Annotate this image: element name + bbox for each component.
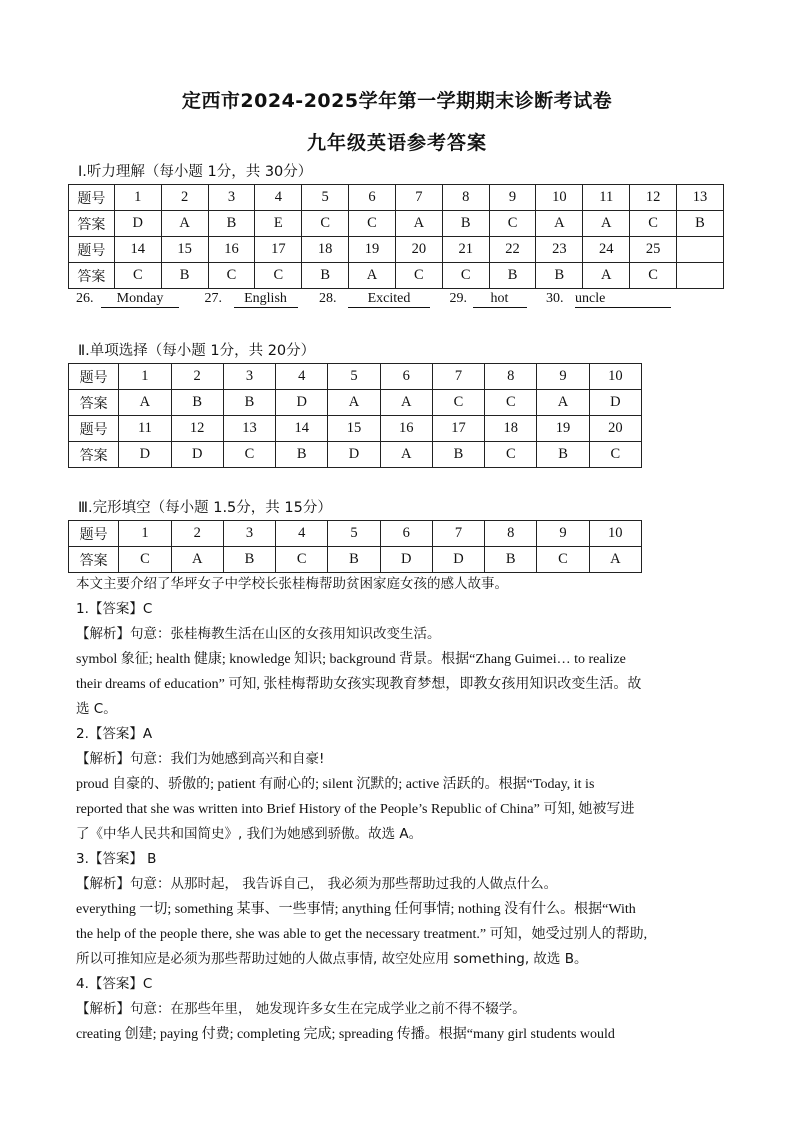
explanation-line: reported that she was written into Brief History of the People’s Republic of China” 可知, 她被写进 [76, 802, 635, 817]
answer-cell: C [255, 263, 302, 289]
question-number [676, 237, 723, 263]
question-number: 10 [589, 521, 641, 547]
page-subtitle: 九年级英语参考答案 [306, 132, 487, 154]
answer-cell: D [276, 390, 328, 416]
section2-answer-table [68, 363, 642, 468]
answer-cell: C [489, 211, 536, 237]
answer-cell: B [432, 442, 484, 468]
answer-cell: D [328, 442, 380, 468]
question-number: 11 [583, 185, 630, 211]
question-number: 19 [537, 416, 589, 442]
answer-cell: A [161, 211, 208, 237]
answer-cell: D [119, 442, 171, 468]
explanation-line: 【解析】句意：在那些年里， 她发现许多女生在完成学业之前不得不辍学。 [76, 1001, 526, 1017]
answer-cell: A [328, 390, 380, 416]
question-number: 14 [276, 416, 328, 442]
question-number: 5 [302, 185, 349, 211]
question-number: 17 [255, 237, 302, 263]
table-row [69, 521, 642, 547]
question-number: 2 [161, 185, 208, 211]
answer-line: 4.【答案】C [76, 976, 153, 992]
explanation-line: the help of the people there, she was able to get the necessary treatment.” 可知，她受过别人的帮助, [76, 927, 648, 942]
explanation-line: 了《中华人民共和国简史》, 我们为她感到骄傲。故选 A。 [76, 826, 423, 842]
question-number: 4 [255, 185, 302, 211]
row-label: 题号 [69, 521, 119, 547]
explanation-line: symbol 象征; health 健康; knowledge 知识; background 背景。根据“Zhang Guimei… to realize [76, 652, 626, 667]
answer-cell: B [536, 263, 583, 289]
section3-heading: Ⅲ.完形填空（每小题 1.5分，共 15分） [78, 500, 332, 516]
answer-cell: B [489, 263, 536, 289]
row-label: 答案 [69, 442, 119, 468]
question-number: 7 [432, 364, 484, 390]
question-number: 6 [349, 185, 396, 211]
answer-cell: B [161, 263, 208, 289]
answer-cell: B [223, 390, 275, 416]
table-row [69, 390, 642, 416]
answer-cell: D [432, 547, 484, 573]
row-label: 题号 [69, 364, 119, 390]
answer-cell: A [583, 263, 630, 289]
question-number: 20 [395, 237, 442, 263]
explanation-line: everything 一切; something 某事、一些事情; anything 任何事情; nothing 没有什么。根据“With [76, 902, 636, 917]
question-number: 2 [171, 521, 223, 547]
answer-cell: D [171, 442, 223, 468]
answer-cell: B [171, 390, 223, 416]
table-row [69, 211, 724, 237]
analysis-text [76, 572, 726, 1047]
answer-cell: A [583, 211, 630, 237]
answer-cell: C [485, 442, 537, 468]
fill-answer: uncle [575, 291, 671, 308]
answer-cell: A [119, 390, 171, 416]
row-label: 题号 [69, 237, 115, 263]
answer-line: 3.【答案】 B [76, 851, 157, 867]
section2-heading: Ⅱ.单项选择（每小题 1分，共 20分） [78, 343, 316, 359]
answer-cell: B [485, 547, 537, 573]
question-number: 1 [119, 364, 171, 390]
answer-cell: C [395, 263, 442, 289]
answer-cell: C [537, 547, 589, 573]
answer-cell: C [349, 211, 396, 237]
table-row [69, 442, 642, 468]
answer-cell: E [255, 211, 302, 237]
answer-cell: D [589, 390, 641, 416]
answer-cell: B [676, 211, 723, 237]
row-label: 题号 [69, 416, 119, 442]
question-number: 2 [171, 364, 223, 390]
answer-cell: B [302, 263, 349, 289]
question-number: 15 [328, 416, 380, 442]
question-number: 5 [328, 364, 380, 390]
answer-cell: C [114, 263, 161, 289]
question-number: 4 [276, 521, 328, 547]
row-label: 题号 [69, 185, 115, 211]
question-number: 8 [485, 364, 537, 390]
question-number: 1 [119, 521, 171, 547]
question-number: 11 [119, 416, 171, 442]
explanation-line: 【解析】句意：从那时起， 我告诉自己， 我必须为那些帮助过我的人做点什么。 [76, 876, 558, 892]
answer-cell: B [328, 547, 380, 573]
question-number: 13 [223, 416, 275, 442]
question-number: 15 [161, 237, 208, 263]
table-row [69, 237, 724, 263]
explanation-line: 【解析】句意：张桂梅教生活在山区的女孩用知识改变生活。 [76, 626, 441, 642]
answer-cell: A [395, 211, 442, 237]
answer-cell: C [485, 390, 537, 416]
question-number: 23 [536, 237, 583, 263]
answer-cell: C [432, 390, 484, 416]
fill-number: 27. [204, 291, 222, 306]
row-label: 答案 [69, 211, 115, 237]
question-number: 10 [589, 364, 641, 390]
question-number: 7 [432, 521, 484, 547]
page-title: 定西市2024-2025学年第一学期期末诊断考试卷 [181, 90, 613, 112]
question-number: 13 [676, 185, 723, 211]
answer-cell: C [630, 263, 677, 289]
question-number: 20 [589, 416, 641, 442]
table-row [69, 547, 642, 573]
answer-cell: C [442, 263, 489, 289]
answer-cell: C [589, 442, 641, 468]
question-number: 12 [171, 416, 223, 442]
explanation-line: 所以可推知应是必须为那些帮助过她的人做点事情, 故空处应用 something, 故选 B。 [76, 951, 588, 967]
question-number: 5 [328, 521, 380, 547]
explanation-line: proud 自豪的、骄傲的; patient 有耐心的; silent 沉默的; active 活跃的。根据“Today, it is [76, 777, 595, 792]
question-number: 10 [536, 185, 583, 211]
answer-cell: C [302, 211, 349, 237]
question-number: 6 [380, 521, 432, 547]
answer-cell: A [171, 547, 223, 573]
fill-answer: Excited [348, 291, 430, 308]
answer-cell: A [349, 263, 396, 289]
table-row [69, 364, 642, 390]
explanation-line: 选 C。 [76, 701, 117, 717]
question-number: 8 [485, 521, 537, 547]
row-label: 答案 [69, 547, 119, 573]
question-number: 16 [380, 416, 432, 442]
question-number: 24 [583, 237, 630, 263]
row-label: 答案 [69, 263, 115, 289]
answer-cell: D [380, 547, 432, 573]
question-number: 9 [537, 364, 589, 390]
table-row [69, 263, 724, 289]
fill-number: 28. [319, 291, 337, 306]
answer-cell: B [223, 547, 275, 573]
answer-cell: B [208, 211, 255, 237]
question-number: 4 [276, 364, 328, 390]
question-number: 3 [208, 185, 255, 211]
table-row [69, 185, 724, 211]
question-number: 18 [485, 416, 537, 442]
answer-cell: A [537, 390, 589, 416]
question-number: 22 [489, 237, 536, 263]
section1-heading: Ⅰ.听力理解（每小题 1分，共 30分） [78, 164, 313, 180]
question-number: 6 [380, 364, 432, 390]
answer-cell: B [276, 442, 328, 468]
answer-cell: C [630, 211, 677, 237]
question-number: 3 [223, 521, 275, 547]
question-number: 25 [630, 237, 677, 263]
question-number: 8 [442, 185, 489, 211]
question-number: 9 [489, 185, 536, 211]
question-number: 7 [395, 185, 442, 211]
question-number: 1 [114, 185, 161, 211]
answer-cell: C [223, 442, 275, 468]
explanation-line: their dreams of education” 可知, 张桂梅帮助女孩实现教育梦想，即教女孩用知识改变生活。故 [76, 677, 642, 692]
answer-line: 1.【答案】C [76, 601, 153, 617]
question-number: 12 [630, 185, 677, 211]
summary-line: 本文主要介绍了华坪女子中学校长张桂梅帮助贫困家庭女孩的感人故事。 [76, 576, 508, 592]
question-number: 19 [349, 237, 396, 263]
fill-answer: Monday [101, 291, 179, 308]
section1-answer-table [68, 184, 724, 289]
question-number: 16 [208, 237, 255, 263]
answer-cell: B [442, 211, 489, 237]
explanation-line: 【解析】句意：我们为她感到高兴和自豪! [76, 751, 325, 767]
section3-answer-table [68, 520, 642, 573]
answer-line: 2.【答案】A [76, 726, 153, 742]
answer-cell: A [536, 211, 583, 237]
fill-answer: hot [473, 291, 527, 308]
fill-in-answers [76, 291, 671, 308]
question-number: 21 [442, 237, 489, 263]
explanation-line: creating 创建; paying 付费; completing 完成; spreading 传播。根据“many girl students would [76, 1027, 615, 1042]
fill-number: 29. [449, 291, 467, 306]
question-number: 9 [537, 521, 589, 547]
fill-answer: English [234, 291, 298, 308]
answer-cell [676, 263, 723, 289]
answer-cell: A [380, 390, 432, 416]
fill-number: 30. [546, 291, 564, 306]
answer-cell: B [537, 442, 589, 468]
answer-cell: A [380, 442, 432, 468]
row-label: 答案 [69, 390, 119, 416]
table-row [69, 416, 642, 442]
question-number: 17 [432, 416, 484, 442]
answer-cell: C [208, 263, 255, 289]
answer-cell: A [589, 547, 641, 573]
question-number: 14 [114, 237, 161, 263]
answer-cell: C [119, 547, 171, 573]
question-number: 18 [302, 237, 349, 263]
answer-cell: C [276, 547, 328, 573]
question-number: 3 [223, 364, 275, 390]
fill-number: 26. [76, 291, 94, 306]
answer-cell: D [114, 211, 161, 237]
